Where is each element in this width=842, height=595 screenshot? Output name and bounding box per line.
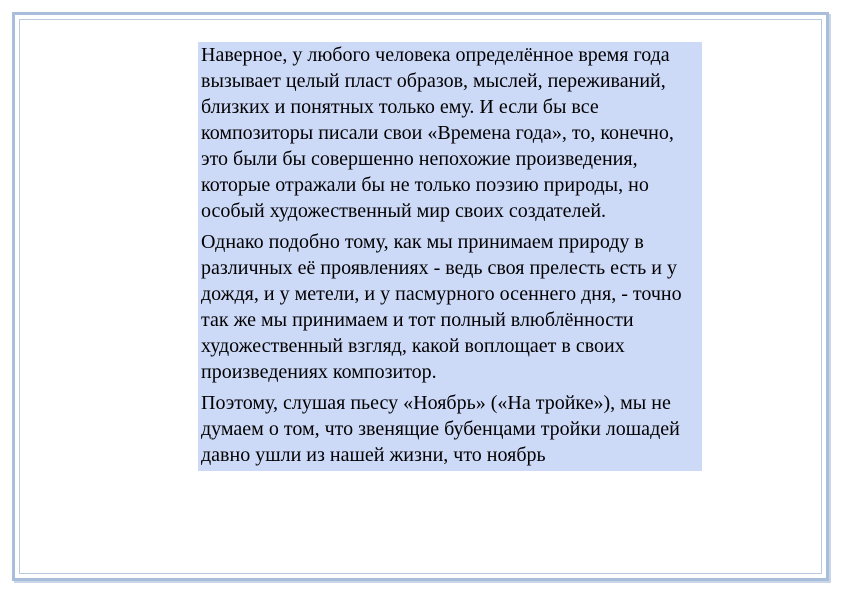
text-block bbox=[198, 42, 702, 471]
paragraph-3: Поэтому, слушая пьесу «Ноябрь» («На тройке»), мы не думаем о том, что звенящие бубенцами тройки лошадей давно ушли из нашей жизни, что ноябрь bbox=[201, 392, 680, 466]
paragraph-1: Наверное, у любого человека определённое время года вызывает целый пласт образов, мыслей, переживаний, близких и понятных только ему. И если бы все композиторы писали свои «Времена года», то, конечно, это были бы совершенно непохожие произведения, которые отражали бы не только поэзию природы, но особый художественный мир своих создателей. bbox=[201, 44, 674, 222]
paragraph-2: Однако подобно тому, как мы принимаем природу в различных её проявлениях - ведь своя прелесть есть и у дождя, и у метели, и у пасмурного осеннего дня, - точно так же мы принимаем и тот полный влюблённости художественный взгляд, какой воплощает в своих произведениях композитор. bbox=[201, 231, 682, 383]
